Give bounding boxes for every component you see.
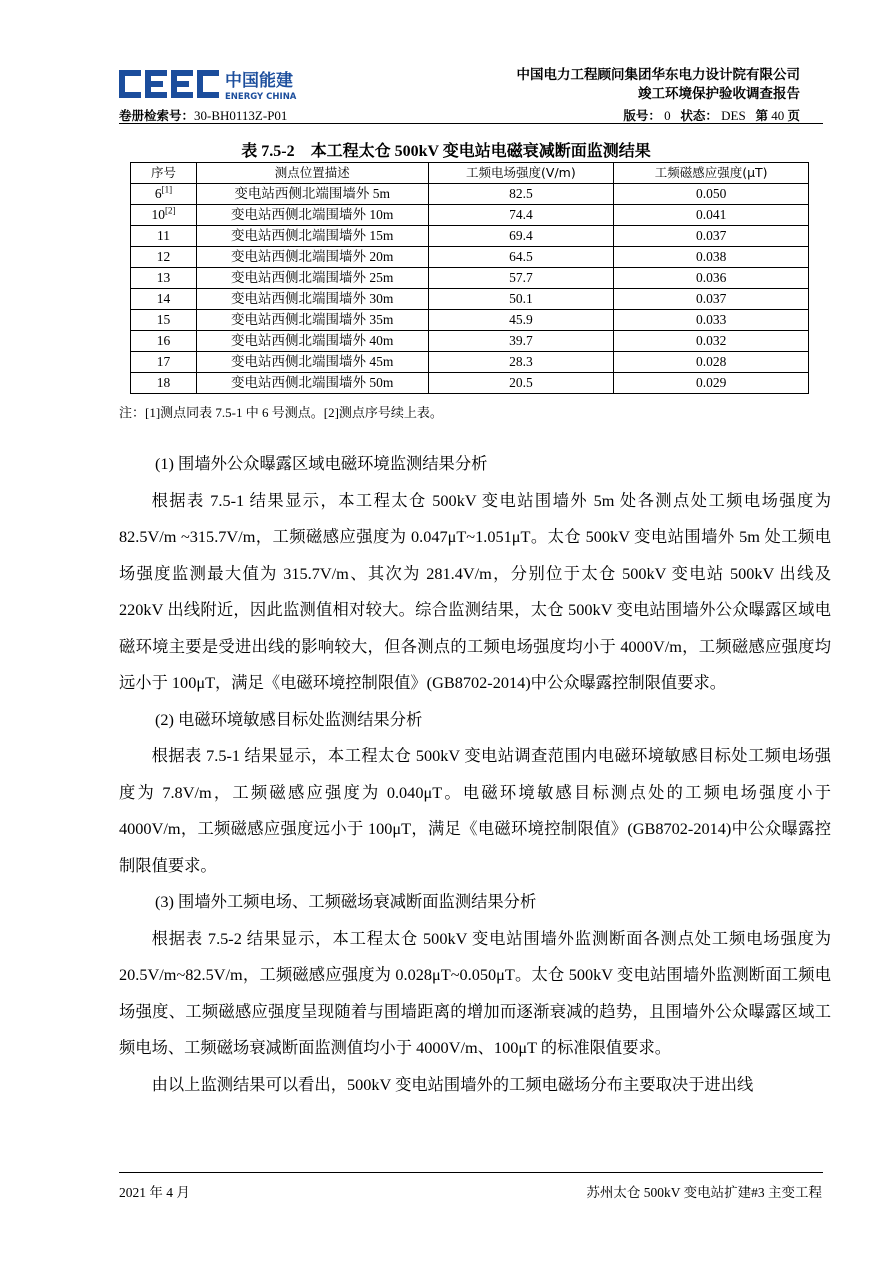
row-number: [131, 205, 197, 226]
location-description-text: 变电站西侧北端围墙外 40m: [231, 333, 394, 348]
magnetic-induction-value: [614, 205, 809, 226]
table-row: [131, 268, 809, 289]
location-description: [196, 289, 428, 310]
column-header: 序号: [131, 163, 197, 184]
archive-label: 卷册检索号：: [119, 108, 195, 123]
location-description: [196, 226, 428, 247]
table-title: 表 7.5-2 本工程太仓 500kV 变电站电磁衰减断面监测结果: [241, 143, 651, 160]
magnetic-induction-value-text: 0.037: [695, 291, 727, 306]
table-row: [131, 205, 809, 226]
header-divider: [119, 123, 823, 124]
table-note: 注：[1]测点同表 7.5-1 中 6 号测点。[2]测点序号续上表。: [119, 405, 443, 420]
magnetic-induction-value: [614, 331, 809, 352]
closing-paragraph: 由以上监测结果可以看出，500kV 变电站围墙外的工频电磁场分布主要取决于进出线: [151, 1074, 754, 1094]
electric-field-value-text: 50.1: [509, 291, 533, 306]
column-header: 工频电场强度(V/m): [428, 163, 614, 184]
row-number: [131, 289, 197, 310]
row-number-text: 15: [156, 312, 171, 327]
location-description-text: 变电站西侧北端围墙外 35m: [231, 312, 394, 327]
magnetic-induction-value-text: 0.037: [695, 228, 727, 243]
electric-field-value-text: 74.4: [509, 207, 533, 222]
table-row: [131, 331, 809, 352]
location-description-text: 变电站西侧北端围墙外 50m: [231, 375, 394, 390]
archive-value: 30-BH0113Z-P01: [194, 108, 288, 123]
page-label: 第: [755, 108, 768, 123]
row-number-text: 16: [156, 333, 171, 348]
location-description-text: 变电站西侧北端围墙外 45m: [231, 354, 394, 369]
electric-field-value: [428, 352, 614, 373]
location-description-text: 变电站西侧北端围墙外 20m: [231, 249, 394, 264]
section-paragraph: 根据表 7.5-1 结果显示，本工程太仓 500kV 变电站调查范围内电磁环境敏感目标处工频电场强度为 7.8V/m，工频磁感应强度为 0.040μT。电磁环境敏感目标测点处的工频电场强度小于 4000V/m，工频磁感应强度远小于 100μT，满足《电磁环境控制限值》(GB8702-2014)中公众曝露控制限值要求。: [119, 746, 831, 875]
status-label: 状态：: [680, 108, 718, 123]
monitoring-table: [130, 162, 809, 394]
column-header: 工频磁感应强度(μT): [614, 163, 809, 184]
magnetic-induction-value-text: 0.041: [695, 207, 727, 222]
version-label: 版号：: [623, 108, 661, 123]
magnetic-induction-value-text: 0.050: [695, 186, 727, 201]
row-number-text: 17: [156, 354, 171, 369]
magnetic-induction-value: [614, 268, 809, 289]
row-number: [131, 268, 197, 289]
magnetic-induction-value-text: 0.036: [695, 270, 727, 285]
company-name: 中国电力工程顾问集团华东电力设计院有限公司: [516, 67, 800, 83]
row-number-text: 11: [156, 228, 170, 243]
magnetic-induction-value: [614, 310, 809, 331]
location-description: [196, 268, 428, 289]
table-row: [131, 184, 809, 205]
header-organization: [517, 66, 801, 104]
magnetic-induction-value: [614, 226, 809, 247]
electric-field-value-text: 39.7: [509, 333, 533, 348]
row-number: [131, 352, 197, 373]
footnote-marker: [1]: [161, 184, 173, 195]
row-number: [131, 373, 197, 394]
magnetic-induction-value-text: 0.032: [695, 333, 727, 348]
row-number: [131, 331, 197, 352]
footer-divider: [119, 1172, 823, 1173]
location-description: [196, 205, 428, 226]
magnetic-induction-value: [614, 373, 809, 394]
location-description: [196, 352, 428, 373]
archive-number: [119, 106, 287, 124]
table-header-row: [131, 163, 809, 184]
section-paragraph: 根据表 7.5-1 结果显示，本工程太仓 500kV 变电站围墙外 5m 处各测点处工频电场强度为 82.5V/m ~315.7V/m，工频磁感应强度为 0.047μT~1.051μT。太仓 500kV 变电站围墙外 5m 处工频电场强度监测最大值为 315.7V/m、其次为 281.4V/m，分别位于太仓 500kV 变电站 500kV 出线及 220kV 出线附近，因此监测值相对较大。综合监测结果，太仓 500kV 变电站围墙外公众曝露区域电磁环境主要是受进出线的影响较大，但各测点的工频电场强度均小于 4000V/m，工频磁感应强度均远小于 100μT，满足《电磁环境控制限值》(GB8702-2014)中公众曝露控制限值要求。: [119, 490, 831, 692]
table-row: [131, 310, 809, 331]
row-number: [131, 310, 197, 331]
row-number-text: 13: [156, 270, 171, 285]
status-value: DES: [721, 108, 746, 123]
electric-field-value-text: 20.5: [509, 375, 533, 390]
row-number: [131, 226, 197, 247]
electric-field-value-text: 45.9: [509, 312, 533, 327]
table-row: [131, 373, 809, 394]
electric-field-value: [428, 289, 614, 310]
magnetic-induction-value-text: 0.038: [695, 249, 727, 264]
magnetic-induction-value-text: 0.028: [695, 354, 727, 369]
row-number: [131, 184, 197, 205]
row-number: [131, 247, 197, 268]
section-paragraph: 根据表 7.5-2 结果显示，本工程太仓 500kV 变电站围墙外监测断面各测点处工频电场强度为 20.5V/m~82.5V/m，工频磁感应强度为 0.028μT~0.050μT。太仓 500kV 变电站围墙外监测断面工频电场强度、工频磁感应强度呈现随着与围墙距离的增加而逐渐衰减的趋势，且围墙外公众曝露区域工频电场、工频磁场衰减断面监测值均小于 4000V/m、100μT 的标准限值要求。: [119, 928, 831, 1057]
location-description-text: 变电站西侧北端围墙外 10m: [231, 207, 394, 222]
row-number-text: 14: [156, 291, 171, 306]
electric-field-value-text: 28.3: [509, 354, 533, 369]
electric-field-value: [428, 184, 614, 205]
location-description: [196, 247, 428, 268]
location-description: [196, 331, 428, 352]
report-title: 竣工环境保护验收调查报告: [638, 86, 800, 102]
magnetic-induction-value-text: 0.029: [695, 375, 727, 390]
section-heading: (2) 电磁环境敏感目标处监测结果分析: [155, 709, 423, 729]
location-description-text: 变电站西侧北端围墙外 15m: [231, 228, 394, 243]
location-description: [196, 373, 428, 394]
section-heading: (1) 围墙外公众曝露区域电磁环境监测结果分析: [155, 454, 488, 473]
analysis-text: [119, 446, 831, 1103]
location-description: [196, 184, 428, 205]
svg-text:ENERGY CHINA: ENERGY CHINA: [225, 92, 297, 102]
document-meta: [623, 106, 800, 124]
magnetic-induction-value: [614, 247, 809, 268]
location-description-text: 变电站西侧北端围墙外 30m: [231, 291, 394, 306]
page-number: 40: [771, 108, 785, 123]
location-description-text: 变电站西侧北端围墙外 25m: [231, 270, 394, 285]
table-row: [131, 352, 809, 373]
magnetic-induction-value: [614, 289, 809, 310]
location-description-text: 变电站西侧北端围墙外 5m: [234, 186, 391, 201]
magnetic-induction-value: [614, 352, 809, 373]
column-header: 测点位置描述: [196, 163, 428, 184]
table-row: [131, 226, 809, 247]
row-number-text: 10: [151, 207, 165, 222]
ceec-logo-icon: [119, 66, 319, 104]
section-heading: (3) 围墙外工频电场、工频磁场衰减断面监测结果分析: [155, 892, 537, 911]
electric-field-value: [428, 310, 614, 331]
page-unit: 页: [787, 108, 800, 123]
footer-date: 2021 年 4 月: [119, 1185, 190, 1200]
row-number-text: 18: [156, 375, 171, 390]
footer-project: 苏州太仓 500kV 变电站扩建#3 主变工程: [586, 1185, 822, 1200]
electric-field-value-text: 82.5: [509, 186, 533, 201]
electric-field-value: [428, 226, 614, 247]
row-number-text: 12: [156, 249, 171, 264]
table-row: [131, 247, 809, 268]
electric-field-value-text: 69.4: [509, 228, 533, 243]
electric-field-value: [428, 268, 614, 289]
table-row: [131, 289, 809, 310]
electric-field-value-text: 64.5: [509, 249, 533, 264]
version-value: 0: [664, 108, 671, 123]
row-number-text: 6: [154, 186, 162, 201]
location-description: [196, 310, 428, 331]
footnote-marker: [2]: [164, 205, 176, 216]
electric-field-value: [428, 247, 614, 268]
magnetic-induction-value-text: 0.033: [695, 312, 727, 327]
electric-field-value-text: 57.7: [509, 270, 533, 285]
electric-field-value: [428, 373, 614, 394]
electric-field-value: [428, 331, 614, 352]
company-logo: [119, 66, 319, 104]
electric-field-value: [428, 205, 614, 226]
svg-text:中国能建: 中国能建: [225, 71, 293, 91]
magnetic-induction-value: [614, 184, 809, 205]
